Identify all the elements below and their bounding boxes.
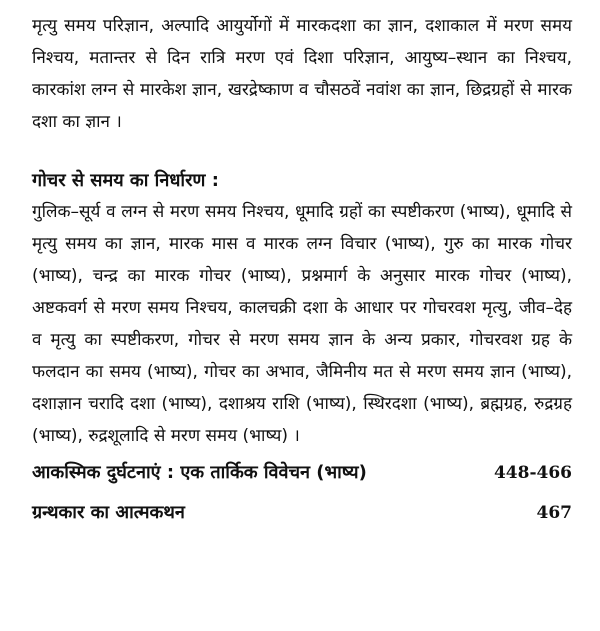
toc-entry-title: आकस्मिक दुर्घटनाएं : एक तार्किक विवेचन (भाष्य) bbox=[32, 462, 367, 483]
section-body: गुलिक–सूर्य व लग्न से मरण समय निश्चय, धूमादि ग्रहों का स्पष्टीकरण (भाष्य), धूमादि से मृत्यु समय का ज्ञान, मारक मास व मारक लग्न विचार (भाष्य), गुरु का मारक गोचर (भाष्य), चन्द्र का मारक गोचर (भाष्य), प्रश्नमार्ग के अनुसार मारक गोचर (भाष्य), अष्टकवर्ग से मरण समय निश्चय, कालचक्री दशा के आधार पर गोचरवश मृत्यु, जीव–देह व मृत्यु का स्पष्टीकरण, गोचर से मरण समय ज्ञान के अन्य प्रकार, गोचरवश ग्रह के फलदान का समय (भाष्य), गोचर का अभाव, जैमिनीय मत से मरण समय ज्ञान (भाष्य), दशाज्ञान चरादि दशा (भाष्य), दशाश्रय राशि (भाष्य), स्थिरदशा (भाष्य), ब्रह्मग्रह, रुद्रग्रह (भाष्य), रुद्रशूलादि से मरण समय (भाष्य) । bbox=[32, 202, 572, 446]
section-heading: गोचर से समय का निर्धारण : bbox=[32, 170, 219, 191]
toc-entry-pages: 448-466 bbox=[493, 463, 572, 483]
intro-paragraph: मृत्यु समय परिज्ञान, अल्पादि आयुर्योगों में मारकदशा का ज्ञान, दशाकाल में मरण समय निश्चय, मतान्तर से दिन रात्रि मरण एवं दिशा परिज्ञान, आयुष्य–स्थान का निश्चय, कारकांश लग्न से मारकेश ज्ञान, खरद्रेष्काण व चौसठवें नवांश का ज्ञान, छिद्रग्रहों से मारक दशा का ज्ञान । bbox=[32, 16, 572, 132]
toc-entry bbox=[32, 458, 572, 488]
toc-entry-pages: 467 bbox=[536, 503, 572, 523]
toc-entry bbox=[32, 498, 572, 528]
document-page bbox=[32, 10, 572, 528]
toc-entry-title: ग्रन्थकार का आत्मकथन bbox=[32, 502, 185, 523]
